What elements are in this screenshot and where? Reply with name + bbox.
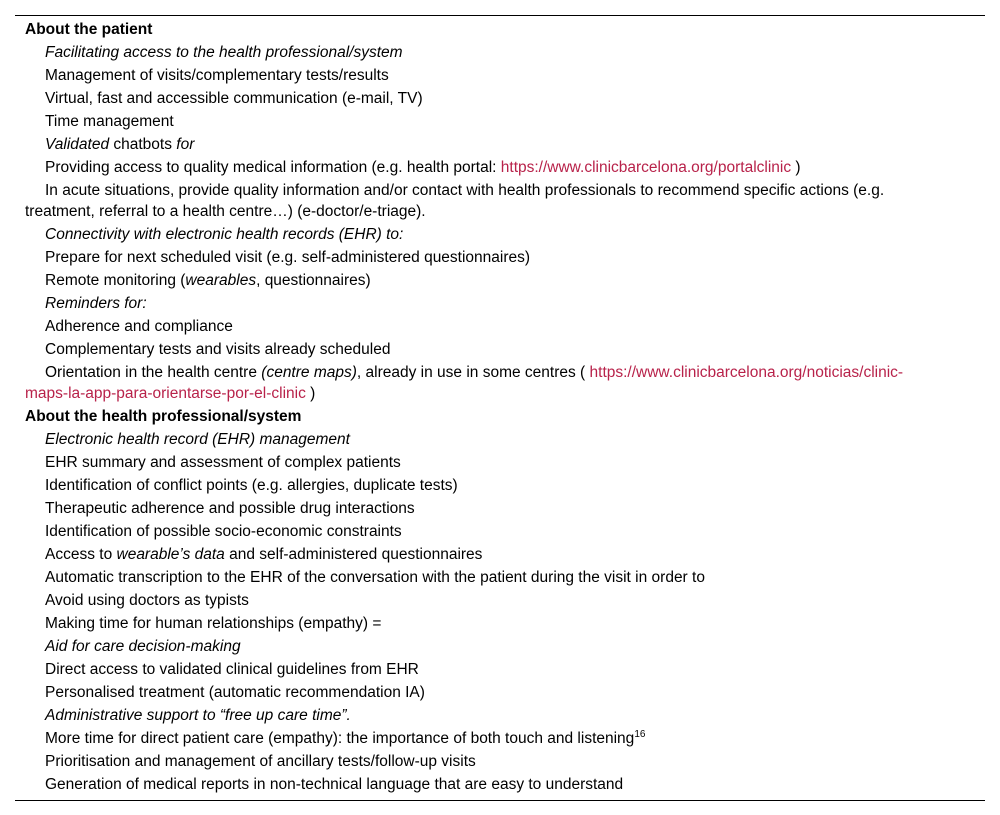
subheading-facilitating-access: Facilitating access to the health professional/system: [45, 44, 403, 61]
item-access-wearables: Access to wearable’s data and self-administered questionnaires: [45, 546, 483, 563]
item-avoid-typists: Avoid using doctors as typists: [45, 592, 249, 609]
item-remote-monitoring: Remote monitoring (wearables, questionnaires): [45, 272, 371, 289]
subheading-connectivity-ehr: Connectivity with electronic health records (EHR) to:: [45, 226, 404, 243]
item-prepare-visit: Prepare for next scheduled visit (e.g. self-administered questionnaires): [45, 249, 531, 266]
item-personalised-treatment: Personalised treatment (automatic recommendation IA): [45, 684, 425, 701]
item-direct-access-guidelines: Direct access to validated clinical guidelines from EHR: [45, 661, 419, 678]
item-virtual-communication: Virtual, fast and accessible communication (e-mail, TV): [45, 90, 423, 107]
subheading-ehr-management: Electronic health record (EHR) management: [45, 431, 350, 448]
portal-clinic-link[interactable]: https://www.clinicbarcelona.org/portalclinic: [500, 159, 792, 176]
item-orientation-centre: Orientation in the health centre (centre maps), already in use in some centres ( https://www.clinicbarcelona.org/noticias/clinic-maps-la-app-para-orientarse-por-el-clinic ): [25, 364, 904, 402]
item-generation-reports: Generation of medical reports in non-technical language that are easy to understand: [45, 776, 624, 793]
item-automatic-transcription: Automatic transcription to the EHR of the conversation with the patient during the visit in order to: [45, 569, 705, 586]
clinic-maps-link[interactable]: https://www.clinicbarcelona.org/noticias/clinic-maps-la-app-para-orientarse-por-el-clinic: [25, 364, 904, 402]
section-header-professional: About the health professional/system: [25, 408, 302, 425]
reference-superscript: 16: [634, 729, 646, 740]
item-more-time: More time for direct patient care (empathy): the importance of both touch and listening$^{16}$: [45, 729, 646, 747]
item-conflict-points: Identification of conflict points (e.g. allergies, duplicate tests): [45, 477, 458, 494]
item-time-management: Time management: [45, 113, 174, 130]
item-acute-situations: In acute situations, provide quality information and/or contact with health professionals to recommend specific actions (e.g. treatment, referral to a health centre…) (e-doctor/e-triage).: [25, 182, 885, 220]
subheading-administrative-support: Administrative support to “free up care time”.: [45, 707, 351, 724]
item-adherence-compliance: Adherence and compliance: [45, 318, 233, 335]
subheading-aid-decision: Aid for care decision-making: [45, 638, 241, 655]
item-management-visits: Management of visits/complementary tests/results: [45, 67, 389, 84]
recommendations-table: [15, 15, 985, 801]
item-making-time: Making time for human relationships (empathy) =: [45, 615, 382, 632]
item-providing-access: Providing access to quality medical information (e.g. health portal: https://www.clinicbarcelona.org/portalclinic ): [45, 159, 801, 176]
item-prioritisation: Prioritisation and management of ancillary tests/follow-up visits: [45, 753, 476, 770]
item-ehr-summary: EHR summary and assessment of complex patients: [45, 454, 401, 471]
section-header-patient: About the patient: [25, 21, 153, 38]
subheading-validated-chatbots: Validated chatbots for: [45, 136, 195, 153]
subheading-reminders: Reminders for:: [45, 295, 147, 312]
item-socio-economic: Identification of possible socio-economic constraints: [45, 523, 402, 540]
item-therapeutic-adherence: Therapeutic adherence and possible drug interactions: [45, 500, 415, 517]
item-complementary-tests: Complementary tests and visits already scheduled: [45, 341, 391, 358]
